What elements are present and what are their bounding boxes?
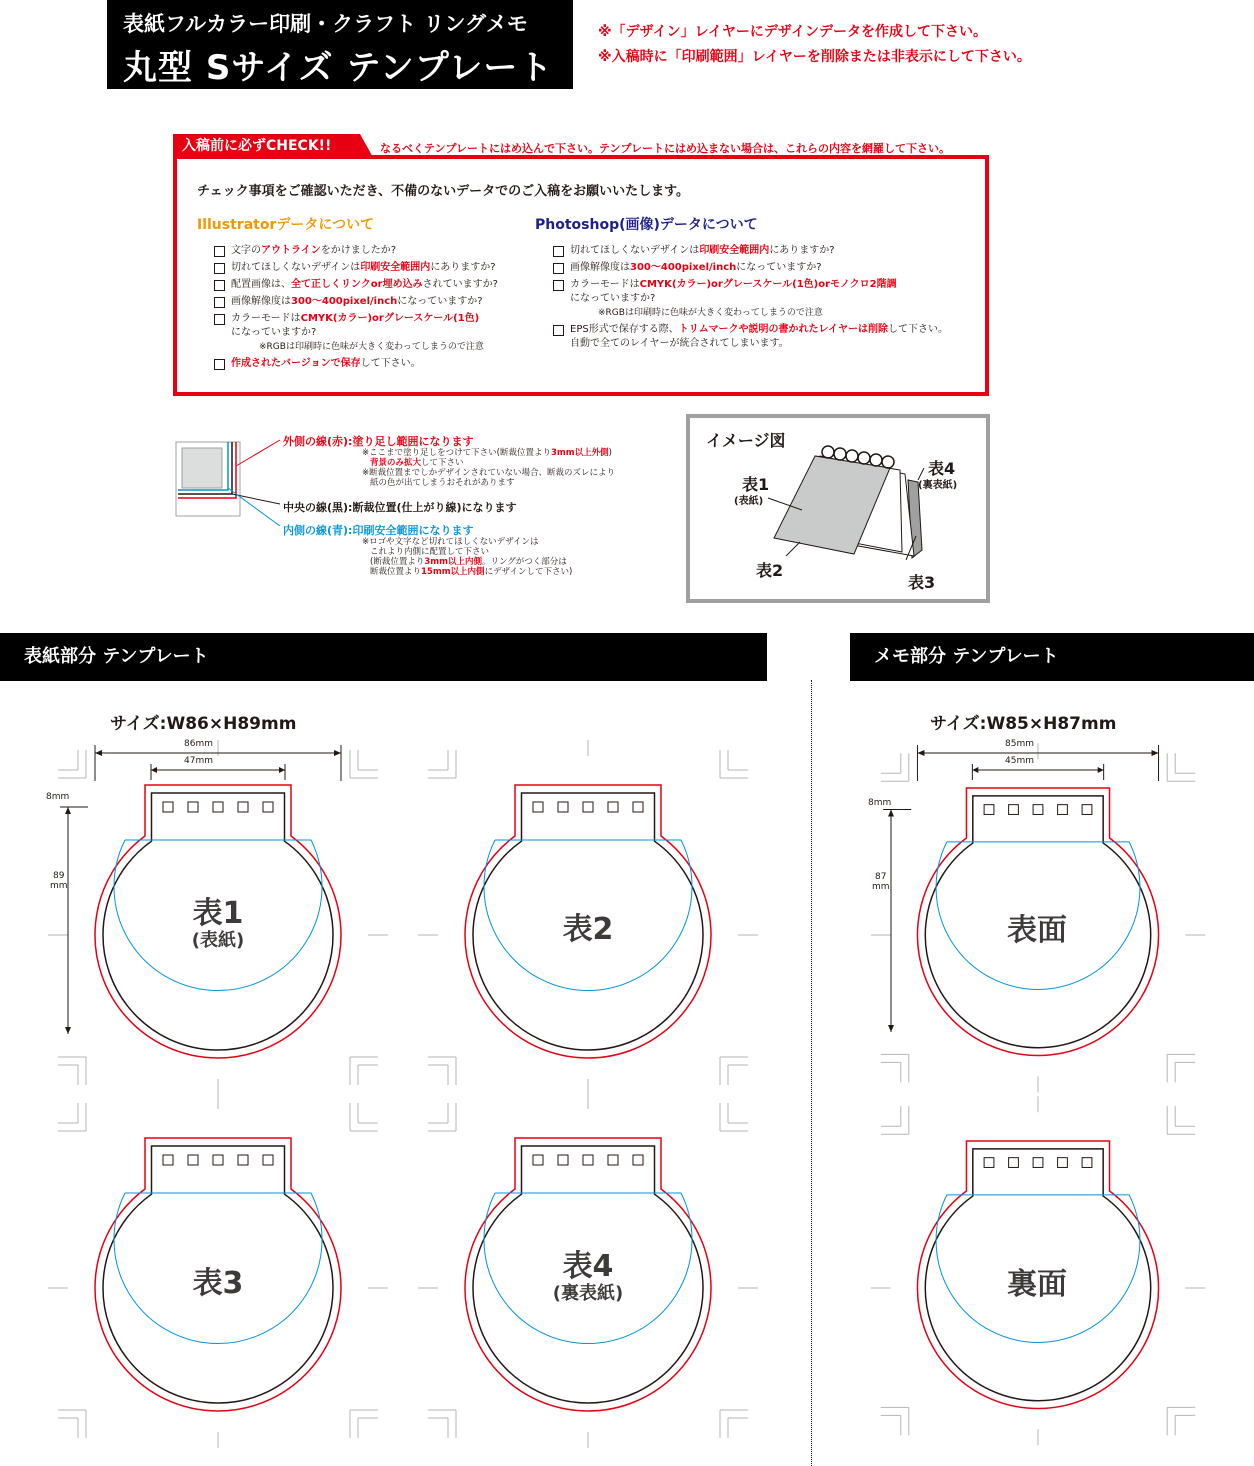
cover-size-label: サイズ:W86×H89mm xyxy=(110,714,297,734)
template-p4-label: 表4 (裏表紙) xyxy=(552,1249,624,1304)
dimension-lines xyxy=(60,745,341,1034)
ring-hole xyxy=(583,1155,593,1165)
checklist-item: 切れてほしくないデザインは印刷安全範囲内にありますか? xyxy=(553,244,973,258)
template-p1-label: 表1 (表紙) xyxy=(191,896,245,951)
note-design-layer: ※「デザイン」レイヤーにデザインデータを作成して下さい。 xyxy=(598,24,987,40)
legend-outer-title: 外側の線(赤):塗り足し範囲になります xyxy=(283,435,474,448)
ring-hole xyxy=(533,802,543,812)
illustrator-heading: Illustratorデータについて xyxy=(197,217,375,233)
memo-size-label: サイズ:W85×H87mm xyxy=(930,714,1117,734)
ring-hole xyxy=(1009,1158,1019,1168)
memo-dim-height: 87 mm xyxy=(872,872,890,892)
ring-hole xyxy=(608,1155,618,1165)
ring-hole xyxy=(1058,805,1068,815)
checklist-item: 画像解像度は300〜400pixel/inchになっていますか? xyxy=(214,295,544,309)
legend-inner-notes: ※ロゴや文字など切れてほしくないデザインは これより内側に配置して下さい (断裁位置より3mm以上内側。リングがつく部分は 断裁位置より15mm以上内側にデザインして下さい) xyxy=(362,537,573,577)
ring-hole xyxy=(633,1155,643,1165)
checklist-item: 文字のアウトラインをかけましたか? xyxy=(214,244,544,258)
figure-label-p1: 表1 xyxy=(742,475,770,494)
ring-hole xyxy=(583,802,593,812)
note-print-layer: ※入稿時に「印刷範囲」レイヤーを削除または非表示にして下さい。 xyxy=(598,49,1031,65)
memo-dim-tab: 45mm xyxy=(1005,756,1034,766)
checklist-item: 画像解像度は300〜400pixel/inchになっていますか? xyxy=(553,261,973,275)
ring-hole xyxy=(188,802,198,812)
ring-hole xyxy=(1082,1158,1092,1168)
ring-hole xyxy=(533,1155,543,1165)
figure-label-p1-sub: (表紙) xyxy=(734,496,764,507)
figure-label-p2: 表2 xyxy=(756,561,784,580)
cover-section-heading: 表紙部分 テンプレート xyxy=(0,633,767,681)
check-subtitle: なるべくテンプレートにはめ込んで下さい。テンプレートにはめ込まない場合は、これらの内容を網羅して下さい。 xyxy=(380,142,951,155)
cover-dim-tab: 47mm xyxy=(184,756,213,766)
checklist-item: カラーモードはCMYK(カラー)orグレースケール(1色) になっていますか? ※RGBは印刷時に色味が大きく変わってしまうので注意 xyxy=(214,312,544,354)
template-p3-label: 表3 xyxy=(192,1266,244,1301)
legend-middle-title: 中央の線(黒):断裁位置(仕上がり線)になります xyxy=(283,501,517,514)
template-back-label: 裏面 xyxy=(1007,1267,1067,1302)
checklist-item: カラーモードはCMYK(カラー)orグレースケール(1色)orモノクロ2階調 になっていますか? ※RGBは印刷時に色味が大きく変わってしまうので注意 xyxy=(553,278,973,320)
ring-hole xyxy=(188,1155,198,1165)
cover-dim-top: 8mm xyxy=(46,792,70,802)
ring-hole xyxy=(633,802,643,812)
figure-label-p4: 表4 xyxy=(928,459,956,478)
ring-hole xyxy=(213,802,223,812)
title-line1: 表紙フルカラー印刷・クラフト リングメモ xyxy=(123,12,528,36)
ring-hole xyxy=(163,1155,173,1165)
ring-hole xyxy=(1033,805,1043,815)
photoshop-heading: Photoshop(画像)データについて xyxy=(535,217,758,233)
template-front-label: 表面 xyxy=(1007,913,1067,948)
ring-hole xyxy=(213,1155,223,1165)
cover-dim-width: 86mm xyxy=(184,739,213,749)
legend-inner-title: 内側の線(青):印刷安全範囲になります xyxy=(283,524,474,537)
memo-dim-top: 8mm xyxy=(868,798,892,808)
image-figure-title: イメージ図 xyxy=(706,431,786,450)
ring-hole xyxy=(263,802,273,812)
ring-hole xyxy=(984,805,994,815)
ring-hole xyxy=(608,802,618,812)
ring-hole xyxy=(163,802,173,812)
ring-hole xyxy=(984,1158,994,1168)
checklist-item: EPS形式で保存する際、トリムマークや説明の書かれたレイヤーは削除して下さい。 自動で全てのレイヤーが統合されてしまいます。 xyxy=(553,323,973,351)
figure-label-p4-sub: (裏表紙) xyxy=(918,480,958,491)
checklist-item: 配置画像は、全て正しくリンクor埋め込みされていますか? xyxy=(214,278,544,292)
ring-hole xyxy=(238,1155,248,1165)
memo-dim-width: 85mm xyxy=(1005,739,1034,749)
template-p2-label: 表2 xyxy=(562,912,614,947)
ring-hole xyxy=(1033,1158,1043,1168)
cover-dim-height: 89 mm xyxy=(50,871,68,891)
ring-hole xyxy=(263,1155,273,1165)
ring-hole xyxy=(238,802,248,812)
checklist-item: 作成されたバージョンで保存して下さい。 xyxy=(214,357,544,371)
check-intro: チェック事項をご確認いただき、不備のないデータでのご入稿をお願いいたします。 xyxy=(197,184,690,199)
ring-hole xyxy=(558,802,568,812)
legend-outer-notes: ※ここまで塗り足しをつけて下さい(断裁位置より3mm以上外側) 背景のみ拡大して下さい ※断裁位置までしかデザインされていない場合、断裁のズレにより 紙の色が出てしまうおそれがあります xyxy=(362,448,616,488)
checklist-item: 切れてほしくないデザインは印刷安全範囲内にありますか? xyxy=(214,261,544,275)
memo-section-heading: メモ部分 テンプレート xyxy=(850,633,1254,681)
page-title: 丸型 Sサイズ テンプレート xyxy=(123,48,554,88)
figure-label-p3: 表3 xyxy=(908,573,936,592)
ring-hole xyxy=(558,1155,568,1165)
ring-hole xyxy=(1058,1158,1068,1168)
ring-hole xyxy=(1009,805,1019,815)
check-tab: 入稿前に必ずCHECK!! xyxy=(173,134,360,159)
ring-hole xyxy=(1082,805,1092,815)
